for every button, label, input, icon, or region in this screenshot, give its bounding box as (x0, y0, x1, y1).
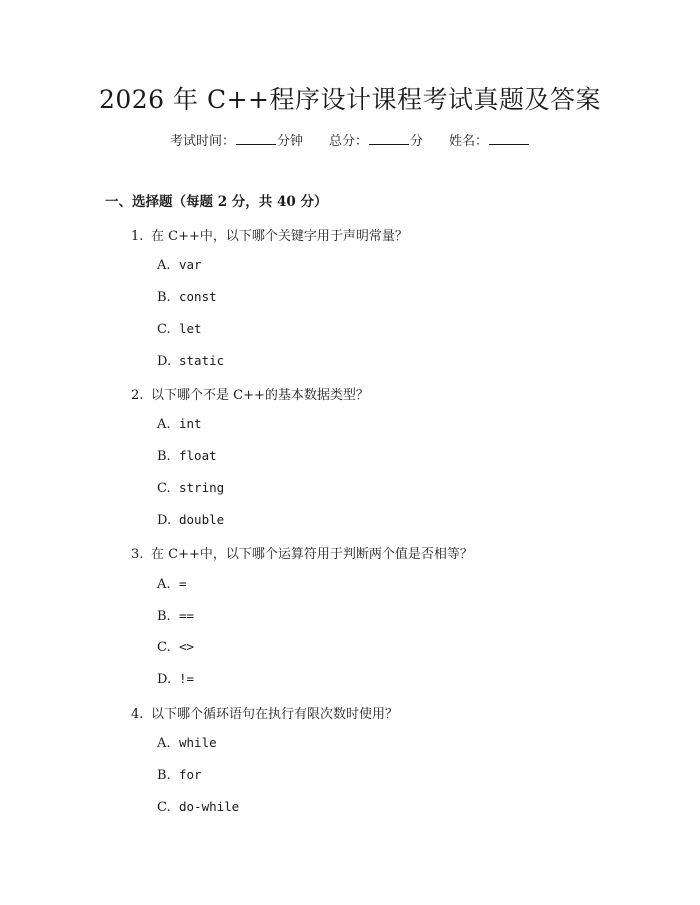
option-2d (157, 512, 224, 528)
option-letter: C. (157, 800, 171, 815)
exam-time-label: 考试时间： (169, 134, 235, 149)
exam-time-blank (236, 132, 276, 145)
exam-time-field (170, 130, 303, 149)
option-text: <> (179, 639, 195, 654)
question-number: 4. (131, 707, 144, 722)
option-letter: A. (157, 258, 171, 273)
option-text: string (179, 480, 225, 495)
option-letter: C. (157, 322, 171, 337)
option-letter: B. (157, 609, 171, 624)
option-letter: D. (157, 354, 172, 369)
option-text: == (179, 608, 195, 623)
option-1b (157, 289, 217, 305)
option-4c (157, 799, 239, 815)
option-1c (157, 321, 202, 337)
option-2c (157, 480, 224, 496)
total-score-unit: 分 (410, 134, 424, 149)
option-4b (157, 767, 202, 783)
option-3c (157, 639, 194, 655)
question-text: 在 C++中，以下哪个关键字用于声明常量？ (151, 229, 408, 244)
name-label: 姓名： (449, 134, 489, 149)
option-2b (157, 448, 217, 464)
total-score-field (329, 130, 423, 149)
question-number: 1. (131, 229, 144, 244)
option-3a (157, 576, 187, 592)
option-letter: C. (157, 640, 171, 655)
option-text: do-while (179, 799, 240, 814)
option-letter: C. (157, 481, 171, 496)
name-field (449, 130, 530, 149)
option-1a (157, 257, 202, 273)
option-text: != (179, 671, 195, 686)
option-letter: A. (157, 736, 171, 751)
total-score-blank (369, 132, 409, 145)
question-4 (131, 703, 398, 722)
question-text: 以下哪个循环语句在执行有限次数时使用？ (151, 707, 399, 722)
option-text: double (179, 512, 225, 527)
question-number: 3. (131, 547, 144, 562)
option-text: while (179, 735, 217, 750)
question-3 (131, 543, 473, 562)
option-letter: B. (157, 290, 171, 305)
option-letter: D. (157, 672, 172, 687)
option-letter: B. (157, 449, 171, 464)
section-heading: 一、选择题（每题 2 分，共 40 分） (105, 194, 328, 210)
option-3b (157, 608, 194, 624)
question-text: 在 C++中，以下哪个运算符用于判断两个值是否相等？ (151, 547, 473, 562)
option-letter: D. (157, 513, 172, 528)
option-letter: B. (157, 768, 171, 783)
option-text: for (179, 767, 202, 782)
option-letter: A. (157, 417, 171, 432)
exam-info-line (0, 130, 700, 149)
question-number: 2. (131, 388, 144, 403)
option-1d (157, 353, 224, 369)
question-1 (131, 225, 408, 244)
exam-time-unit: 分钟 (276, 134, 303, 149)
option-text: static (179, 353, 225, 368)
option-text: var (179, 257, 202, 272)
option-2a (157, 416, 202, 432)
option-text: = (179, 576, 187, 591)
name-blank (489, 132, 529, 145)
page-title: 2026 年 C++程序设计课程考试真题及答案 (98, 85, 602, 114)
question-2 (131, 384, 369, 403)
option-4a (157, 735, 217, 751)
option-text: float (179, 448, 217, 463)
option-text: let (179, 321, 202, 336)
option-3d (157, 671, 194, 687)
question-text: 以下哪个不是 C++的基本数据类型？ (151, 388, 369, 403)
total-score-label: 总分： (328, 134, 368, 149)
option-letter: A. (157, 577, 171, 592)
option-text: const (179, 289, 217, 304)
option-text: int (179, 416, 202, 431)
